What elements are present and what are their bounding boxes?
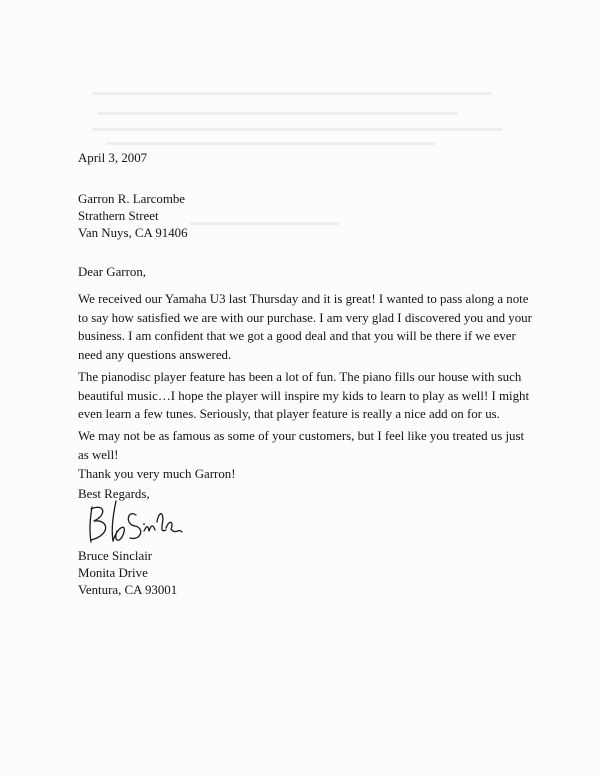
bleed-through-line [98,112,458,115]
bleed-through-line [190,222,340,225]
letter-date: April 3, 2007 [78,151,148,165]
body-paragraph: The pianodisc player feature has been a lot of fun. The piano fills our house with such beautiful music…I hope the player will inspire my kids to learn to play as well! I might even learn a few tunes. Seriously, that player feature is really a nice add on for us. [78,370,530,421]
body-paragraph: We received our Yamaha U3 last Thursday and it is great! I wanted to pass along a note to say how satisfied we are with our purchase. I am very glad I discovered you and your business. I am confident that we got a good deal and that you will be there if we ever need any questions answered. [78,292,532,362]
sender-city: Ventura, CA 93001 [78,583,178,597]
recipient-name: Garron R. Larcombe [78,192,186,206]
recipient-city: Van Nuys, CA 91406 [78,226,188,240]
bleed-through-line [92,128,502,131]
salutation: Dear Garron, [78,265,146,279]
bleed-through-line [106,142,436,145]
handwritten-signature [78,497,188,547]
body-paragraph: We may not be as famous as some of your customers, but I feel like you treated us just as well! [78,429,525,462]
closing: Best Regards, [78,487,150,501]
thank-you-line: Thank you very much Garron! [78,467,236,481]
sender-street: Monita Drive [78,566,148,580]
recipient-street: Strathern Street [78,209,159,223]
bleed-through-line [92,92,492,95]
sender-name: Bruce Sinclair [78,549,153,563]
